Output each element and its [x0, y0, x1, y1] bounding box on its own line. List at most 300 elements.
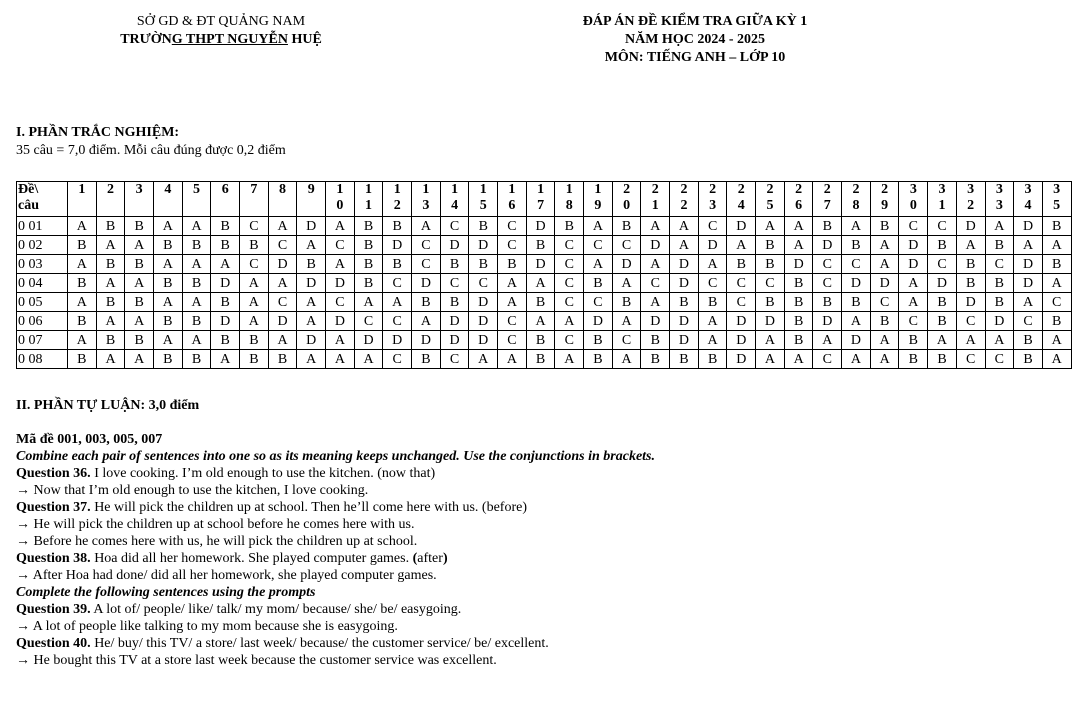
answer-cell: C — [928, 255, 957, 274]
answer-cell: B — [383, 255, 412, 274]
answer-cell: B — [641, 350, 670, 369]
answer-cell: A — [68, 331, 97, 350]
answer-cell: B — [154, 236, 183, 255]
answer-cell: A — [297, 312, 326, 331]
answer-cell: A — [670, 217, 699, 236]
answer-cell: B — [125, 293, 154, 312]
answer-cell: B — [784, 331, 813, 350]
instruction-combine: Combine each pair of sentences into one so as its meaning keeps unchanged. Use the conjunctions in brackets. — [16, 449, 655, 464]
answer-cell: A — [526, 312, 555, 331]
answer-cell: C — [354, 312, 383, 331]
answer-cell: C — [1042, 293, 1071, 312]
answer-cell: B — [154, 350, 183, 369]
header-digit: 0 — [623, 198, 631, 213]
header-digit: 1 — [508, 182, 516, 197]
question-number-header — [555, 182, 584, 217]
answer-cell: B — [985, 274, 1014, 293]
exam-code-cell: 0 02 — [17, 236, 68, 255]
answer-cell: A — [154, 255, 183, 274]
answer-cell: A — [68, 217, 97, 236]
header-digit: 2 — [823, 182, 831, 197]
answer-cell: B — [526, 293, 555, 312]
answer-cell: C — [412, 236, 441, 255]
table-row — [17, 350, 1072, 369]
question-number-header — [326, 182, 355, 217]
answer-cell: D — [956, 217, 985, 236]
answer-cell: D — [526, 217, 555, 236]
answer-cell: A — [383, 293, 412, 312]
header-digit: 3 — [135, 182, 143, 197]
answer-cell: D — [842, 274, 871, 293]
question-39 — [16, 601, 1076, 618]
answer-cell: A — [211, 350, 240, 369]
answer-cell: B — [440, 293, 469, 312]
answer-cell: B — [956, 255, 985, 274]
answer-cell: C — [698, 274, 727, 293]
answer-cell: A — [498, 274, 527, 293]
answer-cell: C — [240, 217, 269, 236]
question-number-header — [268, 182, 297, 217]
question-36 — [16, 465, 1076, 482]
answer-cell: A — [870, 236, 899, 255]
answer-cell: B — [784, 293, 813, 312]
answer-cell: D — [727, 217, 756, 236]
header-digit: 9 — [307, 182, 315, 197]
question-number-header — [526, 182, 555, 217]
header-digit: 6 — [795, 198, 803, 213]
table-row — [17, 217, 1072, 236]
answer-cell: B — [182, 350, 211, 369]
corner-label-de: Đề\ — [18, 182, 39, 197]
table-row — [17, 331, 1072, 350]
header-digit: 7 — [823, 198, 831, 213]
answer-cell: A — [555, 350, 584, 369]
answer-cell: D — [268, 312, 297, 331]
table-row — [17, 293, 1072, 312]
answer-cell: B — [469, 217, 498, 236]
answer-cell: B — [68, 274, 97, 293]
answer-cell: B — [354, 236, 383, 255]
question-number-header — [899, 182, 928, 217]
answer-36: → Now that I’m old enough to use the kitchen, I love cooking. — [16, 483, 369, 498]
header-digit: 3 — [422, 198, 430, 213]
answer-cell: D — [211, 312, 240, 331]
answer-cell: A — [756, 331, 785, 350]
answer-cell: C — [698, 217, 727, 236]
answer-cell: A — [1014, 236, 1043, 255]
answer-cell: A — [756, 217, 785, 236]
answer-cell: D — [440, 312, 469, 331]
answer-cell: D — [1014, 274, 1043, 293]
exam-code-cell: 0 04 — [17, 274, 68, 293]
answer-cell: A — [1042, 350, 1071, 369]
answer-cell: D — [412, 274, 441, 293]
header-digit: 1 — [393, 182, 401, 197]
question-number-header — [584, 182, 613, 217]
exam-code-cell: 0 05 — [17, 293, 68, 312]
answer-cell: B — [68, 312, 97, 331]
answer-cell: B — [68, 350, 97, 369]
answer-cell: B — [641, 331, 670, 350]
answer-cell: C — [240, 255, 269, 274]
header-digit: 3 — [938, 182, 946, 197]
question-text: A lot of/ people/ like/ talk/ my mom/ because/ she/ be/ easygoing. — [90, 602, 462, 617]
answer-cell: B — [1042, 255, 1071, 274]
answer-cell: C — [842, 255, 871, 274]
section1-subtitle: 35 câu = 7,0 điểm. Mỗi câu đúng được 0,2 điểm — [16, 143, 286, 158]
answer-cell: A — [96, 274, 125, 293]
answer-cell: A — [870, 255, 899, 274]
answer-cell: A — [268, 331, 297, 350]
answer-cell: D — [727, 331, 756, 350]
answer-cell: D — [268, 255, 297, 274]
header-digit: 2 — [680, 198, 688, 213]
question-number-header — [928, 182, 957, 217]
answer-cell: C — [899, 217, 928, 236]
header-digit: 1 — [651, 198, 659, 213]
answer-cell: A — [125, 236, 154, 255]
answer-cell: B — [1042, 312, 1071, 331]
answer-cell: A — [154, 217, 183, 236]
answer-cell: C — [584, 293, 613, 312]
answer-cell: B — [526, 331, 555, 350]
answer-cell: B — [526, 350, 555, 369]
answer-cell: A — [297, 236, 326, 255]
school-year: NĂM HỌC 2024 - 2025 — [625, 32, 765, 47]
answer-cell: B — [125, 217, 154, 236]
answer-cell: D — [383, 331, 412, 350]
answer-cell: A — [526, 274, 555, 293]
answer-cell: B — [928, 312, 957, 331]
answer-cell: B — [584, 274, 613, 293]
exam-codes: Mã đề 001, 003, 005, 007 — [16, 432, 163, 447]
answer-cell: A — [784, 350, 813, 369]
answer-cell: B — [899, 331, 928, 350]
question-40 — [16, 635, 1076, 652]
answer-cell: B — [240, 350, 269, 369]
question-number-header — [440, 182, 469, 217]
answer-cell: B — [584, 331, 613, 350]
answer-cell: B — [125, 331, 154, 350]
answer-cell: A — [412, 312, 441, 331]
header-digit: 1 — [336, 182, 344, 197]
answer-cell: B — [1042, 217, 1071, 236]
answer-cell: C — [612, 236, 641, 255]
header-digit: 5 — [766, 198, 774, 213]
table-row — [17, 274, 1072, 293]
answer-cell: D — [670, 331, 699, 350]
question-number-header — [498, 182, 527, 217]
answer-cell: C — [870, 293, 899, 312]
answer-cell: D — [469, 293, 498, 312]
answer-cell: A — [469, 350, 498, 369]
answer-cell: A — [268, 217, 297, 236]
answer-cell: B — [154, 274, 183, 293]
answer-cell: B — [96, 293, 125, 312]
answer-cell: A — [641, 217, 670, 236]
answer-cell: C — [555, 255, 584, 274]
exam-code-cell: 0 08 — [17, 350, 68, 369]
answer-cell: C — [727, 293, 756, 312]
question-label: Question 36. — [16, 466, 91, 481]
header-digit: 6 — [221, 182, 229, 197]
header-digit: 1 — [365, 182, 373, 197]
answer-cell: A — [354, 350, 383, 369]
answer-cell: A — [125, 274, 154, 293]
header-digit: 4 — [1024, 198, 1032, 213]
answer-cell: B — [526, 236, 555, 255]
answer-cell: B — [756, 236, 785, 255]
question-number-header — [469, 182, 498, 217]
answer-cell: D — [326, 274, 355, 293]
answer-cell: B — [612, 217, 641, 236]
header-digit: 8 — [279, 182, 287, 197]
answer-cell: D — [670, 274, 699, 293]
answer-cell: D — [727, 312, 756, 331]
answer-cell: B — [985, 236, 1014, 255]
answer-cell: A — [842, 217, 871, 236]
answer-cell: D — [297, 331, 326, 350]
answer-cell: B — [211, 236, 240, 255]
header-digit: 1 — [565, 182, 573, 197]
answer-cell: B — [96, 217, 125, 236]
answer-cell: A — [555, 312, 584, 331]
answer-cell: A — [1042, 274, 1071, 293]
exam-code-cell: 0 06 — [17, 312, 68, 331]
question-number-header — [354, 182, 383, 217]
section2 — [16, 397, 1076, 669]
answer-cell: D — [297, 274, 326, 293]
header-digit: 0 — [336, 198, 344, 213]
answer-cell: A — [125, 350, 154, 369]
question-label: Question 38. — [16, 551, 91, 566]
answer-cell: C — [440, 217, 469, 236]
answer-cell: D — [1014, 255, 1043, 274]
answer-cell: A — [182, 217, 211, 236]
corner-label-cau: câu — [18, 198, 39, 213]
header-digit: 0 — [909, 198, 917, 213]
answer-cell: A — [326, 350, 355, 369]
question-number-header — [784, 182, 813, 217]
section1 — [16, 124, 286, 160]
answer-cell: C — [498, 217, 527, 236]
answer-cell: A — [612, 274, 641, 293]
answer-cell: C — [555, 236, 584, 255]
answer-cell: B — [928, 293, 957, 312]
answer-cell: A — [297, 293, 326, 312]
answer-cell: C — [1014, 312, 1043, 331]
answer-cell: A — [1042, 331, 1071, 350]
answer-cell: B — [698, 350, 727, 369]
header-digit: 1 — [78, 182, 86, 197]
header-digit: 4 — [451, 198, 459, 213]
paren-close: ) — [442, 551, 448, 566]
answer-cell: A — [584, 217, 613, 236]
answer-cell: A — [268, 274, 297, 293]
answer-cell: B — [756, 293, 785, 312]
answer-cell: C — [326, 236, 355, 255]
answer-cell: D — [813, 312, 842, 331]
answer-cell: A — [956, 331, 985, 350]
answer-cell: B — [784, 274, 813, 293]
conjunction: after — [417, 551, 443, 566]
answer-cell: C — [813, 274, 842, 293]
question-number-header — [813, 182, 842, 217]
answer-cell: A — [784, 217, 813, 236]
question-number-header — [842, 182, 871, 217]
answer-cell: A — [1042, 236, 1071, 255]
answer-cell: A — [211, 255, 240, 274]
answer-cell: C — [383, 350, 412, 369]
answer-cell: C — [727, 274, 756, 293]
header-digit: 3 — [1024, 182, 1032, 197]
answer-37-a: → He will pick the children up at school before he comes here with us. — [16, 517, 415, 532]
question-label: Question 40. — [16, 636, 91, 651]
header-digit: 8 — [852, 198, 860, 213]
exam-code-cell: 0 03 — [17, 255, 68, 274]
answer-cell: C — [985, 255, 1014, 274]
answer-cell: D — [727, 350, 756, 369]
question-label: Question 37. — [16, 500, 91, 515]
answer-cell: B — [268, 350, 297, 369]
header-digit: 1 — [537, 182, 545, 197]
answer-cell: D — [297, 217, 326, 236]
table-row — [17, 255, 1072, 274]
header-digit: 7 — [250, 182, 258, 197]
question-number-header — [612, 182, 641, 217]
answer-cell: C — [813, 255, 842, 274]
answer-cell: A — [985, 217, 1014, 236]
header-digit: 8 — [565, 198, 573, 213]
header-digit: 1 — [451, 182, 459, 197]
answer-cell: C — [928, 217, 957, 236]
answer-cell: C — [383, 312, 412, 331]
header-digit: 2 — [107, 182, 114, 197]
answer-cell: A — [96, 312, 125, 331]
header-digit: 5 — [1053, 198, 1061, 213]
answer-cell: C — [956, 312, 985, 331]
header-digit: 4 — [737, 198, 745, 213]
answer-cell: B — [354, 255, 383, 274]
answer-cell: B — [211, 217, 240, 236]
answer-cell: B — [813, 217, 842, 236]
answer-cell: B — [928, 350, 957, 369]
answer-cell: C — [440, 350, 469, 369]
answer-cell: B — [412, 293, 441, 312]
answer-cell: B — [211, 331, 240, 350]
answer-cell: B — [842, 236, 871, 255]
answer-cell: C — [641, 274, 670, 293]
answer-cell: B — [698, 293, 727, 312]
answer-cell: D — [641, 312, 670, 331]
answer-cell: B — [899, 350, 928, 369]
answer-cell: D — [756, 312, 785, 331]
answer-cell: D — [469, 331, 498, 350]
answer-cell: C — [412, 255, 441, 274]
answer-cell: B — [670, 293, 699, 312]
header-digit: 1 — [594, 182, 602, 197]
answer-cell: B — [784, 312, 813, 331]
header-digit: 2 — [967, 198, 975, 213]
answer-cell: B — [182, 236, 211, 255]
answer-cell: D — [354, 331, 383, 350]
table-header-row — [17, 182, 1072, 217]
answer-cell: A — [870, 331, 899, 350]
answer-cell: A — [612, 350, 641, 369]
answer-cell: D — [670, 255, 699, 274]
answer-cell: D — [612, 255, 641, 274]
answer-cell: D — [956, 293, 985, 312]
answer-cell: D — [383, 236, 412, 255]
answer-cell: D — [641, 236, 670, 255]
answer-cell: A — [899, 274, 928, 293]
answer-37-b: → Before he comes here with us, he will pick the children up at school. — [16, 534, 418, 549]
answer-cell: A — [928, 331, 957, 350]
question-37 — [16, 499, 1076, 516]
answer-cell: C — [498, 236, 527, 255]
answer-cell: B — [670, 350, 699, 369]
question-number-header — [698, 182, 727, 217]
answer-cell: A — [68, 293, 97, 312]
answer-40: → He bought this TV at a store last week because the customer service was excellent. — [16, 653, 497, 668]
answer-cell: A — [412, 217, 441, 236]
answer-cell: A — [641, 293, 670, 312]
answer-cell: A — [326, 255, 355, 274]
question-number-header — [641, 182, 670, 217]
answer-cell: C — [555, 293, 584, 312]
question-number-header — [985, 182, 1014, 217]
question-number-header — [1042, 182, 1071, 217]
school-name-part2: G THPT NGUYỄN — [171, 32, 288, 47]
question-number-header — [211, 182, 240, 217]
header-digit: 1 — [938, 198, 946, 213]
answer-cell: A — [326, 217, 355, 236]
answer-cell: D — [842, 331, 871, 350]
header-digit: 3 — [709, 198, 717, 213]
answer-cell: A — [182, 293, 211, 312]
department-name: SỞ GD & ĐT QUẢNG NAM — [136, 14, 306, 29]
question-number-header — [68, 182, 97, 217]
answer-cell: A — [125, 312, 154, 331]
header-digit: 3 — [967, 182, 975, 197]
answer-cell: A — [154, 331, 183, 350]
answer-cell: B — [469, 255, 498, 274]
answer-cell: B — [1014, 331, 1043, 350]
answer-cell: B — [154, 312, 183, 331]
answer-cell: B — [870, 217, 899, 236]
answer-cell: A — [297, 350, 326, 369]
answer-cell: D — [211, 274, 240, 293]
question-text: I love cooking. I’m old enough to use the kitchen. (now that) — [90, 466, 436, 481]
corner-cell — [17, 182, 68, 217]
answer-39: → A lot of people like talking to my mom because she is easygoing. — [16, 619, 398, 634]
answer-cell: D — [526, 255, 555, 274]
paren-open: ( — [412, 551, 418, 566]
answer-cell: C — [555, 331, 584, 350]
answer-cell: B — [96, 255, 125, 274]
question-number-header — [870, 182, 899, 217]
question-number-header — [240, 182, 269, 217]
answer-cell: A — [240, 312, 269, 331]
answer-cell: B — [240, 236, 269, 255]
answer-cell: D — [469, 236, 498, 255]
header-digit: 1 — [365, 198, 373, 213]
answer-cell: D — [412, 331, 441, 350]
answer-cell: B — [870, 312, 899, 331]
section1-title: I. PHẦN TRẮC NGHIỆM: — [16, 125, 180, 140]
question-38 — [16, 550, 1076, 567]
header-digit: 1 — [479, 182, 487, 197]
